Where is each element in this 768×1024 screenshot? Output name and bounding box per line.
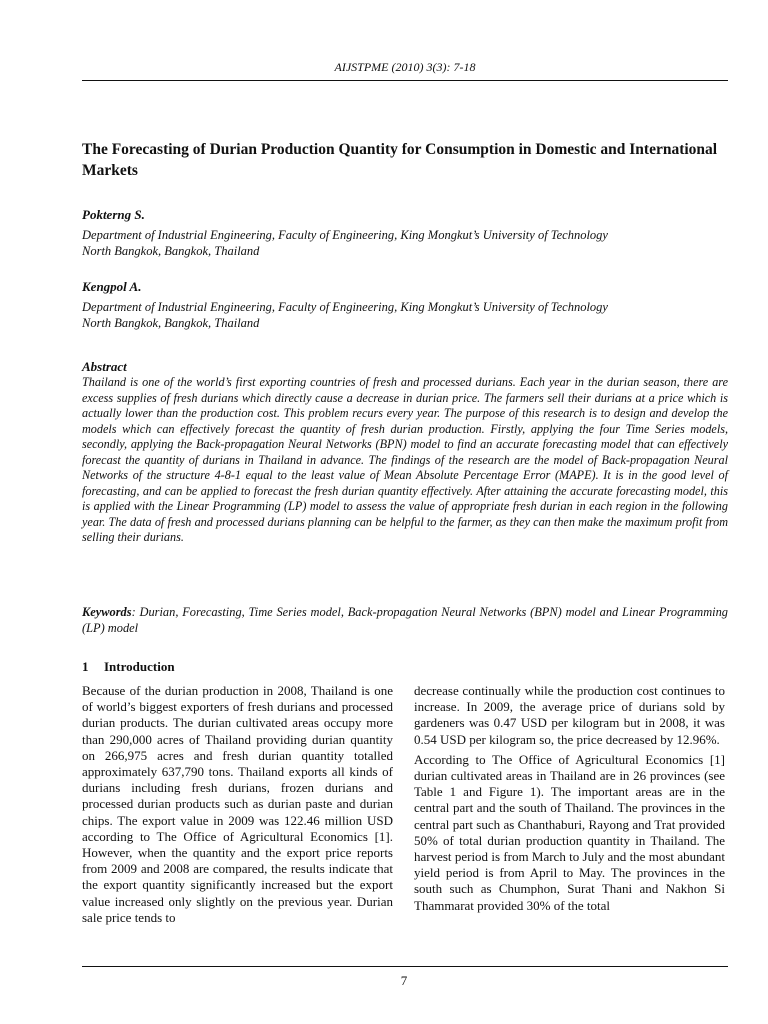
affiliation-line: North Bangkok, Bangkok, Thailand [82, 244, 260, 258]
section-number: 1 [82, 659, 89, 674]
author-affiliation [82, 227, 728, 259]
author-affiliation [82, 299, 728, 331]
author-block-2 [82, 278, 728, 331]
keywords-text: : Durian, Forecasting, Time Series model, Back-propagation Neural Networks (BPN) model and Linear Programming (LP) model [82, 605, 728, 635]
body-paragraph: decrease continually while the production cost continues to increase. In 2009, the average price of durians sold by gardeners was 0.47 USD per kilogram but in 2008, it was 0.54 USD per kilogram so, the price decreased by 12.96%. [414, 683, 725, 747]
author-block-1 [82, 206, 728, 259]
body-paragraph: Because of the durian production in 2008, Thailand is one of world’s biggest exporters of fresh durians and processed durian products. The durian cultivated areas occupy more than 290,000 acres of Thailand providing durian quantity on 266,975 acres and fresh durian quantity totalled approximately 637,790 tons. Thailand exports all kinds of durians including fresh durians, frozen durians and processed durian products such as durian paste and durian chips. The export value in 2009 was 122.46 million USD according to The Office of Agricultural Economics [1]. However, when the quantity and the export price reports from 2009 and 2008 are compared, the results indicate that the export quantity significantly increased but the export value increased only slightly on the previous year. Durian sale price tends to [82, 683, 393, 925]
page-number: 7 [400, 973, 408, 988]
keywords [82, 604, 728, 636]
abstract-section [82, 358, 728, 546]
body-column-right [414, 683, 725, 914]
affiliation-line: North Bangkok, Bangkok, Thailand [82, 316, 260, 330]
author-name: Pokterng S. [82, 207, 145, 222]
abstract-text: Thailand is one of the world’s first exporting countries of fresh and processed durians. Each year in the durian season, there are excess supplies of fresh durians which directly cause a decrease in durian price. The farmers sell their durians at a price which is actually lower than the production cost. This problem recurs every year. The purpose of this research is to design and develop the models which can effectively forecast the quantity of fresh durian production. Firstly, applying the four Time Series models, secondly, applying the Back-propagation Neural Networks (BPN) model to find an accurate forecasting model that can effectively forecast the quantity of durians in Thailand in advance. The findings of the research are the model of Back-propagation Neural Networks of the structure 4-8-1 equal to the least value of Mean Absolute Percentage Error (MAPE). It is in the good level of forecasting, and can be applied to forecast the fresh durian quantity effectively. After attaining the accurate forecasting model, this is applied with the Linear Programming (LP) model to assess the value of appropriate fresh durian in each region in the following year. The data of fresh and processed durians planning can be helpful to the farmer, as they can then make the maximum profit from selling their durians. [82, 375, 728, 544]
section-heading [82, 659, 175, 675]
body-column-left [82, 683, 393, 926]
affiliation-line: Department of Industrial Engineering, Faculty of Engineering, King Mongkut’s University of Technology [82, 300, 608, 314]
header-rule [82, 80, 728, 81]
author-name: Kengpol A. [82, 279, 142, 294]
keywords-label: Keywords [82, 605, 132, 619]
paper-title: The Forecasting of Durian Production Quantity for Consumption in Domestic and International Markets [82, 141, 718, 179]
footer-rule [82, 966, 728, 967]
abstract-heading: Abstract [82, 359, 127, 374]
body-paragraph: According to The Office of Agricultural Economics [1] durian cultivated areas in Thailand are in 26 provinces (see Table 1 and Figure 1). The important areas are in the central part and the south of Thailand. The provinces in the central part such as Chanthaburi, Rayong and Trat provided 50% of total durian production quantity in Thailand. The harvest period is from March to July and the most abundant yield period is from April to May. The provinces in the south such as Chumphon, Surat Thani and Nakhon Si Thammarat provided 30% of the total [414, 751, 725, 913]
affiliation-line: Department of Industrial Engineering, Faculty of Engineering, King Mongkut’s University of Technology [82, 228, 608, 242]
journal-header: AIJSTPME (2010) 3(3): 7-18 [334, 60, 476, 74]
section-title: Introduction [104, 659, 175, 674]
